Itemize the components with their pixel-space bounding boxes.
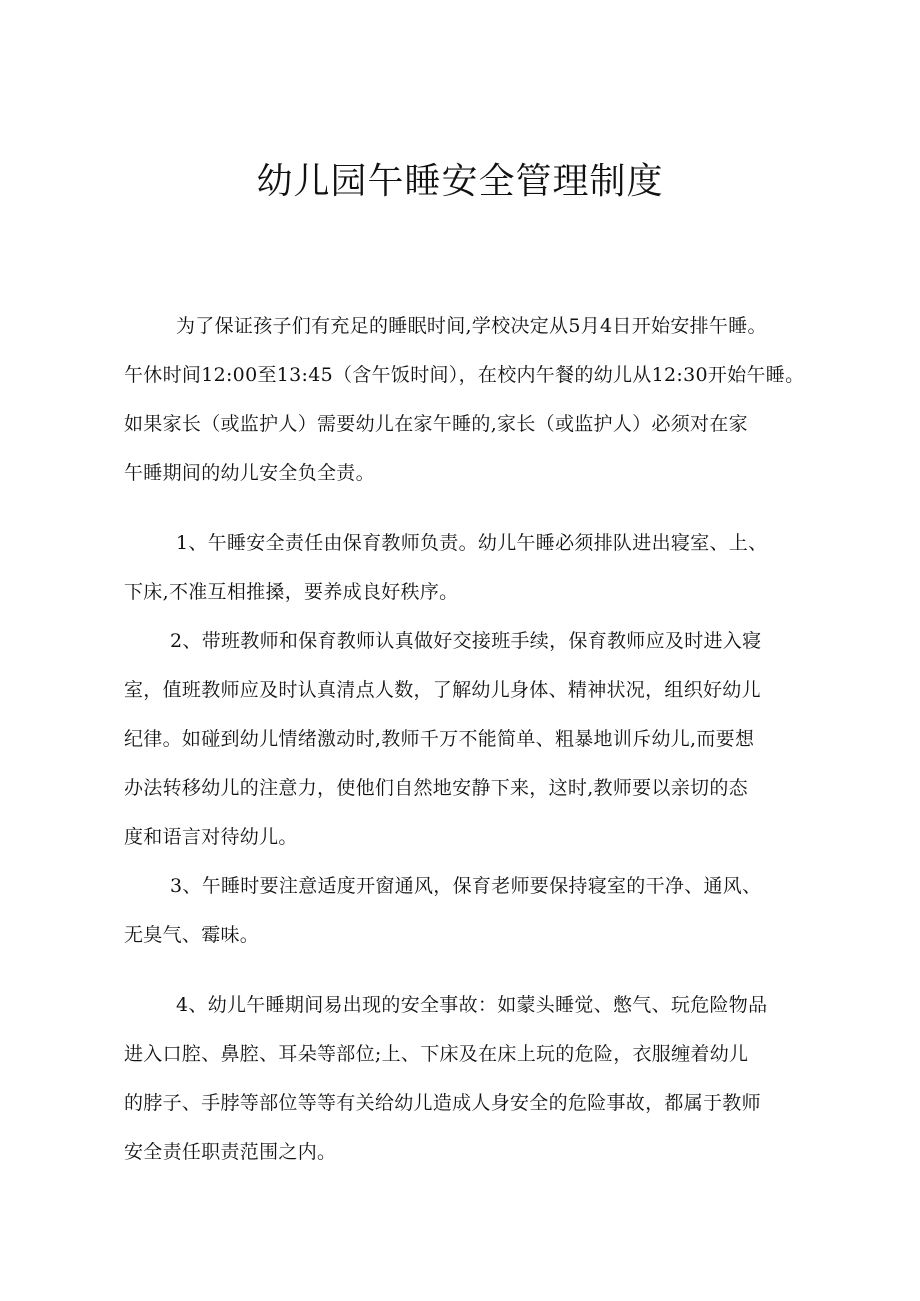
item2-line-2: 室，值班教师应及时认真清点人数，了解幼儿身体、精神状况，组织好幼儿: [124, 679, 761, 701]
item1-line-2: 下床,不准互相推搡，要养成良好秩序。: [124, 581, 459, 603]
item2-line-4: 办法转移幼儿的注意力，使他们自然地安静下来，这时,教师要以亲切的态: [124, 777, 748, 799]
item2-line-1: 2、带班教师和保育教师认真做好交接班手续，保育教师应及时进入寝: [170, 630, 762, 652]
intro-line-2: 午休时间12:00至13:45（含午饭时间），在校内午餐的幼儿从12:30开始午睡。: [124, 364, 805, 386]
item4-line-3: 的脖子、手脖等部位等等有关给幼儿造成人身安全的危险事故，都属于教师: [124, 1092, 761, 1114]
item3-line-2: 无臭气、霉味。: [124, 924, 260, 946]
intro-line-3: 如果家长（或监护人）需要幼儿在家午睡的,家长（或监护人）必须对在家: [124, 413, 748, 435]
item1-line-1: 1、午睡安全责任由保育教师负责。幼儿午睡必须排队进出寝室、上、: [176, 532, 768, 554]
item2-line-5: 度和语言对待幼儿。: [124, 826, 298, 848]
item4-line-1: 4、幼儿午睡期间易出现的安全事故：如蒙头睡觉、憋气、玩危险物品: [176, 994, 768, 1016]
document-title: 幼儿园午睡安全管理制度: [256, 161, 664, 202]
intro-line-4: 午睡期间的幼儿安全负全责。: [124, 462, 375, 484]
item2-line-3: 纪律。如碰到幼儿情绪激动时,教师千万不能简单、粗暴地训斥幼儿,而要想: [124, 728, 755, 750]
item3-line-1: 3、午睡时要注意适度开窗通风，保育老师要保持寝室的干净、通风、: [170, 875, 762, 897]
item4-line-2: 进入口腔、鼻腔、耳朵等部位;上、下床及在床上玩的危险，衣服缠着幼儿: [124, 1043, 749, 1065]
item4-line-4: 安全责任职责范围之内。: [124, 1141, 337, 1163]
intro-line-1: 为了保证孩子们有充足的睡眠时间,学校决定从5月4日开始安排午睡。: [176, 315, 767, 337]
